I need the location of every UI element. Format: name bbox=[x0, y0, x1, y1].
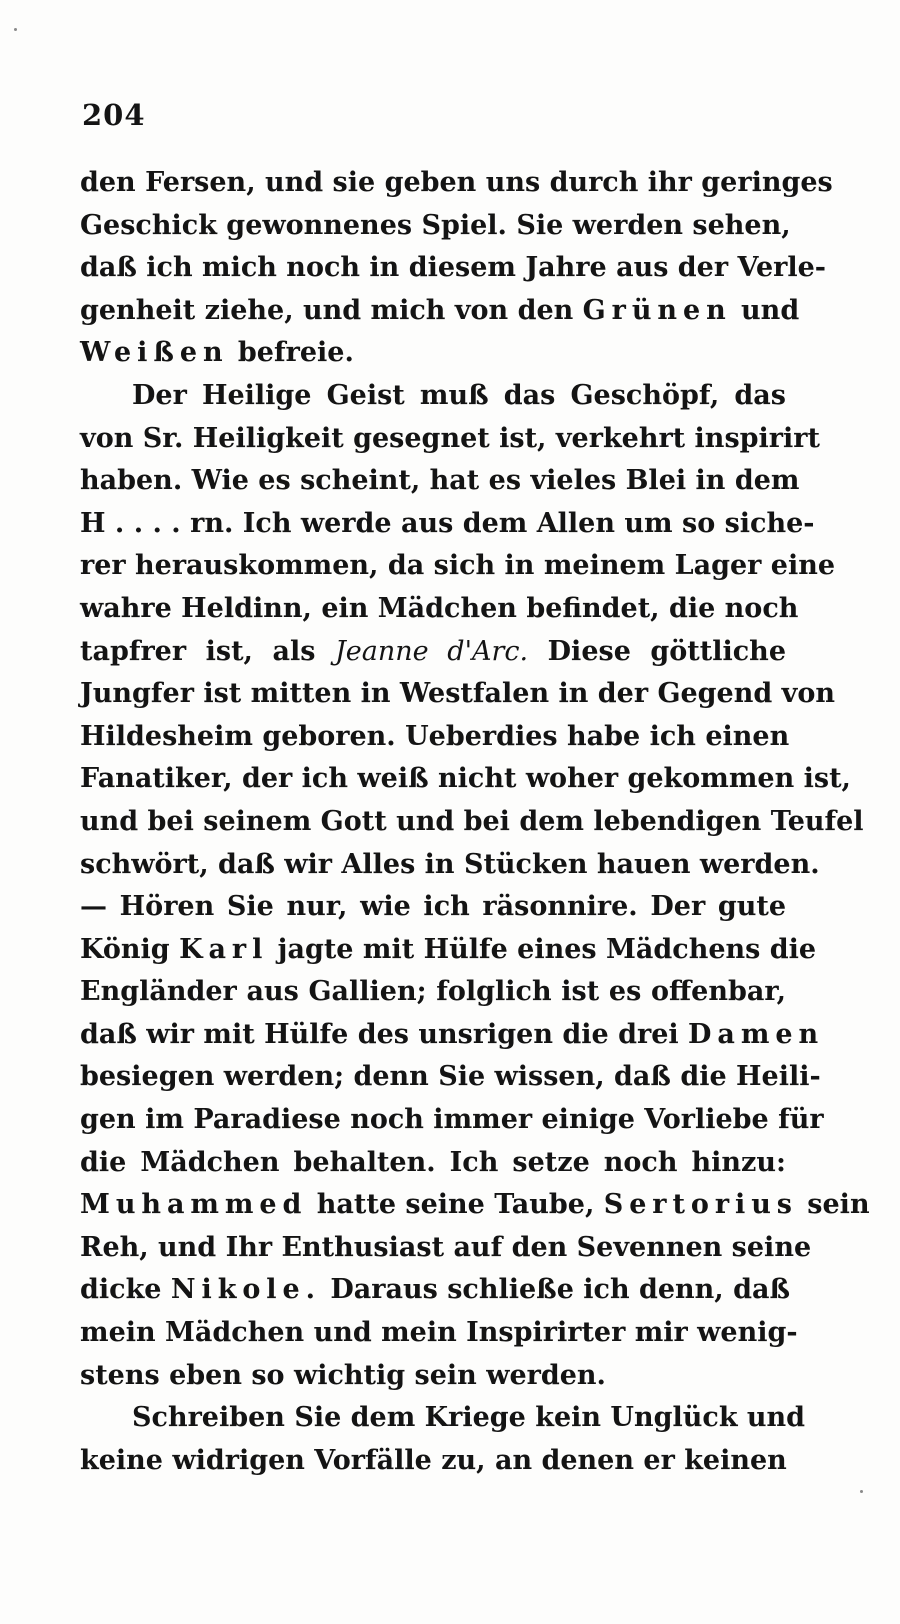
text-line: gen im Paradiese noch immer einige Vorliebe für bbox=[80, 1104, 824, 1136]
text-line bbox=[80, 332, 786, 375]
text-segment: daß wir mit Hülfe des unsrigen die drei bbox=[80, 1018, 689, 1050]
spaced-text: Karl bbox=[179, 933, 269, 965]
body-text bbox=[80, 162, 870, 1482]
text-line: stens eben so wichtig sein werden. bbox=[80, 1359, 606, 1391]
text-line: rer herauskommen, da sich in meinem Lager eine bbox=[80, 550, 836, 582]
paper-speck bbox=[860, 1490, 863, 1493]
text-line: mein Mädchen und mein Inspirirter mir wenig- bbox=[80, 1317, 798, 1349]
paragraph bbox=[80, 162, 833, 375]
text-line bbox=[80, 1269, 790, 1312]
text-line: den Fersen, und sie geben uns durch ihr geringes bbox=[80, 167, 833, 198]
text-line: Geschick gewonnenes Spiel. Sie werden sehen, bbox=[80, 209, 791, 241]
spaced-text: Damen bbox=[688, 1018, 825, 1050]
text-segment: Diese göttliche bbox=[528, 635, 786, 667]
spaced-text: Muhammed bbox=[80, 1189, 308, 1221]
text-segment: Daraus schließe ich denn, daß bbox=[320, 1274, 790, 1306]
text-line: besiegen werden; denn Sie wissen, daß die Heili- bbox=[80, 1061, 821, 1093]
text-line: die Mädchen behalten. Ich setze noch hinzu: bbox=[80, 1146, 786, 1178]
text-line bbox=[80, 631, 786, 674]
text-line bbox=[80, 929, 817, 972]
text-segment: und bbox=[731, 294, 800, 326]
spaced-text: Sertorius bbox=[603, 1189, 798, 1221]
text-line bbox=[80, 1184, 870, 1227]
text-segment: dicke bbox=[80, 1274, 171, 1306]
text-segment: genheit ziehe, und mich von den bbox=[80, 294, 583, 326]
text-line: Fanatiker, der ich weiß nicht woher gekommen ist, bbox=[80, 763, 851, 795]
text-segment: jagte mit Hülfe eines Mädchens die bbox=[268, 933, 817, 965]
text-line: daß ich mich noch in diesem Jahre aus der Verle- bbox=[80, 252, 826, 284]
text-segment: König bbox=[80, 933, 180, 965]
text-line: — Hören Sie nur, wie ich räsonnire. Der gute bbox=[80, 891, 786, 923]
text-line: Der Heilige Geist muß das Geschöpf, das bbox=[132, 379, 786, 411]
spaced-text: Weißen bbox=[80, 337, 229, 369]
text-segment: sein bbox=[797, 1189, 870, 1221]
text-line: Hildesheim geboren. Ueberdies habe ich einen bbox=[80, 720, 790, 752]
page-number: 204 bbox=[82, 98, 146, 132]
text-line: und bei seinem Gott und bei dem lebendigen Teufel bbox=[80, 805, 864, 837]
text-line: wahre Heldinn, ein Mädchen befindet, die noch bbox=[80, 592, 799, 624]
text-line bbox=[80, 1014, 825, 1057]
text-line: Reh, und Ihr Enthusiast auf den Sevennen seine bbox=[80, 1231, 812, 1263]
paper-speck bbox=[14, 28, 17, 31]
spaced-text: Nikole. bbox=[170, 1274, 321, 1306]
text-line bbox=[80, 290, 800, 333]
italic-text: Jeanne d'Arc. bbox=[334, 635, 529, 667]
text-line: haben. Wie es scheint, hat es vieles Blei in dem bbox=[80, 465, 800, 497]
text-line: schwört, daß wir Alles in Stücken hauen werden. bbox=[80, 848, 820, 880]
text-line: H . . . . rn. Ich werde aus dem Allen um so siche- bbox=[80, 507, 815, 539]
text-segment: befreie. bbox=[228, 337, 354, 369]
text-line: von Sr. Heiligkeit gesegnet ist, verkehrt inspirirt bbox=[80, 422, 820, 454]
text-segment: tapfrer ist, als bbox=[80, 635, 335, 667]
text-line: Jungfer ist mitten in Westfalen in der Gegend von bbox=[80, 678, 835, 710]
text-line: Engländer aus Gallien; folglich ist es offenbar, bbox=[80, 976, 786, 1008]
paragraph bbox=[80, 375, 870, 1397]
text-line: Schreiben Sie dem Kriege kein Unglück und bbox=[132, 1402, 806, 1434]
paragraph bbox=[80, 1397, 806, 1482]
text-segment: hatte seine Taube, bbox=[307, 1189, 604, 1221]
text-line: keine widrigen Vorfälle zu, an denen er keinen bbox=[80, 1444, 787, 1476]
spaced-text: Grünen bbox=[582, 294, 732, 326]
